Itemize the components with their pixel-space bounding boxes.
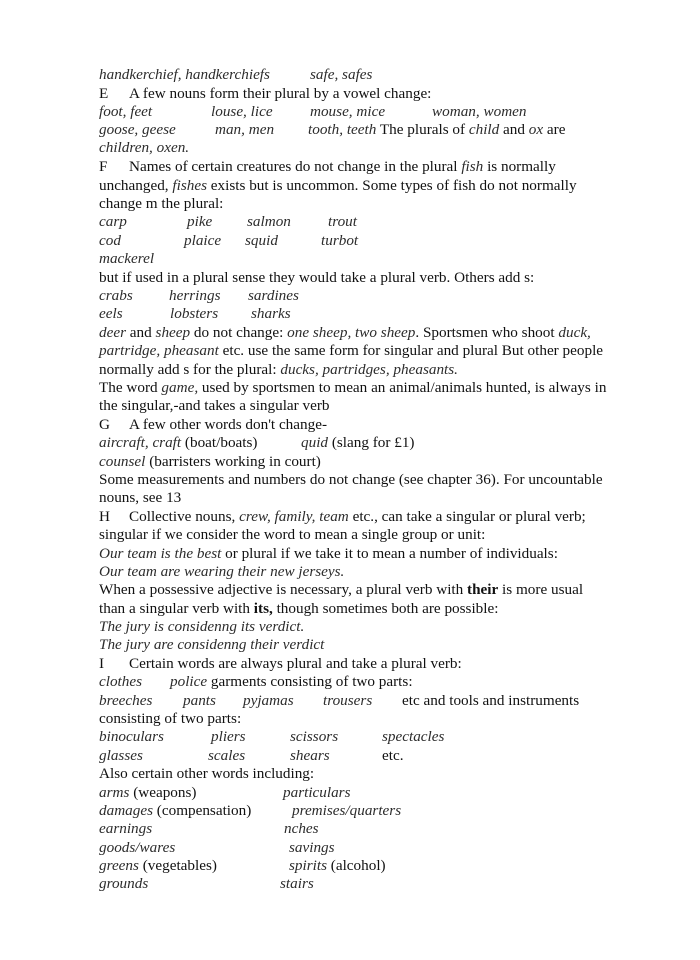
word-list-row: arms (weapons): [99, 784, 197, 801]
section-h-line-2: singular if we consider the word to mean a single group or unit:: [99, 526, 486, 543]
fish-row-3: mackerel: [99, 250, 155, 267]
jury-example-1: The jury is considenng its verdict.: [99, 618, 305, 635]
word-list-row: grounds: [99, 875, 149, 892]
tools-row-1: binoculars: [99, 728, 164, 745]
measurements-line-1: Some measurements and numbers do not change (see chapter 36). For uncountable: [99, 471, 603, 488]
section-letter-i: I: [99, 655, 105, 672]
vowel-row-3: children, oxen.: [99, 139, 190, 156]
section-h-line-5: When a possessive adjective is necessary, a plural verb with their is more usual: [99, 581, 584, 598]
deer-sheep-line: deer and sheep do not change: one sheep, two sheep. Sportsmen who shoot duck,: [99, 324, 591, 341]
jury-example-2: The jury are considenng their verdict: [99, 636, 325, 653]
section-f-line-1: F Names of certain creatures do not change in the plural fish is normally: [99, 158, 556, 175]
other-words-line: Also certain other words including:: [99, 765, 315, 782]
add-s-plural-line: normally add s for the plural: ducks, partridges, pheasants.: [99, 361, 458, 378]
aircraft-line: aircraft, craft (boat/boats): [99, 434, 258, 451]
section-f-line-2: unchanged, fishes exists but is uncommon. Some types of fish do not normally: [99, 177, 577, 194]
fish-row-2: cod: [99, 232, 121, 249]
word-list-row: damages (compensation): [99, 802, 252, 819]
section-letter-e: E: [99, 85, 109, 102]
document-page: handkerchief, handkerchiefs safe, safes E A few nouns form their plural by a vowel change: foot, feet louse, lice mouse, mice woman, women goose, geese man, men tooth, teeth The plurals of child and ox are children, oxen. F Names of certain creatures do not change in the plural fish is normally unchanged, fishes exists but is uncommon. Some types of fish do not normally change m the plural: carp pike salmon trout cod plaice squid turbot mackerel but if used in a plural sense they would take a plural verb. Others add s: crabs herrings sardines eels lobsters sharks deer and sheep do not change: one sheep, two sheep. Sportsmen who shoot duck, partridge, pheasant etc. use the same form for singular and plural But other people normally add s for the plural: ducks, partridges, pheasants. The word game, used by sportsmen to mean an animal/animals hunted, is always in the singular,-and takes a singular verb G A few other words don't change- aircraft, craft (boat/boats) quid (slang for £1) counsel (barristers working in court) Some measurements and numbers do not change (see chapter 36). For uncountable nouns, see 13 H Collective nouns, crew, family, team etc., can take a singular or plural verb; singular if we consider the word to mean a single group or unit: Our team is the best or plural if we take it to mean a number of individuals: Our team are wearing their new jerseys. When a possessive adjective is necessary, a plural verb with their is more usual than a singular verb with its, though sometimes both are possible: The jury is considenng its verdict. The jury are considenng their verdict I Certain words are always plural and take a plural verb: clothes police garments consisting of two parts: breeches pants pyjamas trousers etc and tools and instruments consisting of two parts: binoculars pliers scissors spectacles glasses scales shears etc. Also certain other words including: arms (weapons) particulars damages (compensation) premises/quarters earnings nches goods/wares savings greens (vegetables) spirits (alcohol) grounds stairs: [99, 66, 607, 892]
word-handkerchief: handkerchief, handkerchiefs: [99, 66, 270, 83]
section-letter-f: F: [99, 158, 108, 175]
word-safe: safe, safes: [310, 66, 373, 83]
word-list-row: goods/wares: [99, 839, 176, 856]
section-f-line-4: but if used in a plural sense they would take a plural verb. Others add s:: [99, 269, 535, 286]
word-list-row: greens (vegetables): [99, 857, 217, 874]
section-e-heading: E A few nouns form their plural by a vowel change:: [99, 85, 432, 102]
section-letter-g: G: [99, 416, 110, 433]
section-h-line-4: Our team are wearing their new jerseys.: [99, 563, 345, 580]
word-list-row: earnings: [99, 820, 153, 837]
section-g-heading: G A few other words don't change-: [99, 416, 328, 433]
two-parts-line: consisting of two parts:: [99, 710, 242, 727]
vowel-row-1: foot, feet: [99, 103, 153, 120]
vowel-row-2: goose, geese: [99, 121, 176, 138]
add-s-row-1: crabs: [99, 287, 133, 304]
game-line-2: the singular,-and takes a singular verb: [99, 397, 330, 414]
tools-row-2: glasses: [99, 747, 143, 764]
add-s-row-2: eels: [99, 305, 123, 322]
section-letter-h: H: [99, 508, 110, 525]
fish-row-1: carp: [99, 213, 127, 230]
section-h-line-6: than a singular verb with its, though sometimes both are possible:: [99, 600, 499, 617]
section-h-line-1: H Collective nouns, crew, family, team etc., can take a singular or plural verb;: [99, 508, 586, 525]
line-top-pairs: [99, 66, 270, 84]
clothes-line: clothes: [99, 673, 143, 690]
section-i-heading: I Certain words are always plural and take a plural verb:: [99, 655, 462, 672]
measurements-line-2: nouns, see 13: [99, 489, 182, 506]
game-line-1: The word game, used by sportsmen to mean an animal/animals hunted, is always in: [99, 379, 607, 396]
section-h-line-3: Our team is the best or plural if we take it to mean a number of individuals:: [99, 545, 558, 562]
counsel-line: counsel (barristers working in court): [99, 453, 321, 470]
section-f-line-3: change m the plural:: [99, 195, 224, 212]
garments-row: breeches: [99, 692, 153, 709]
partridge-line: partridge, pheasant etc. use the same form for singular and plural But other people: [99, 342, 604, 359]
